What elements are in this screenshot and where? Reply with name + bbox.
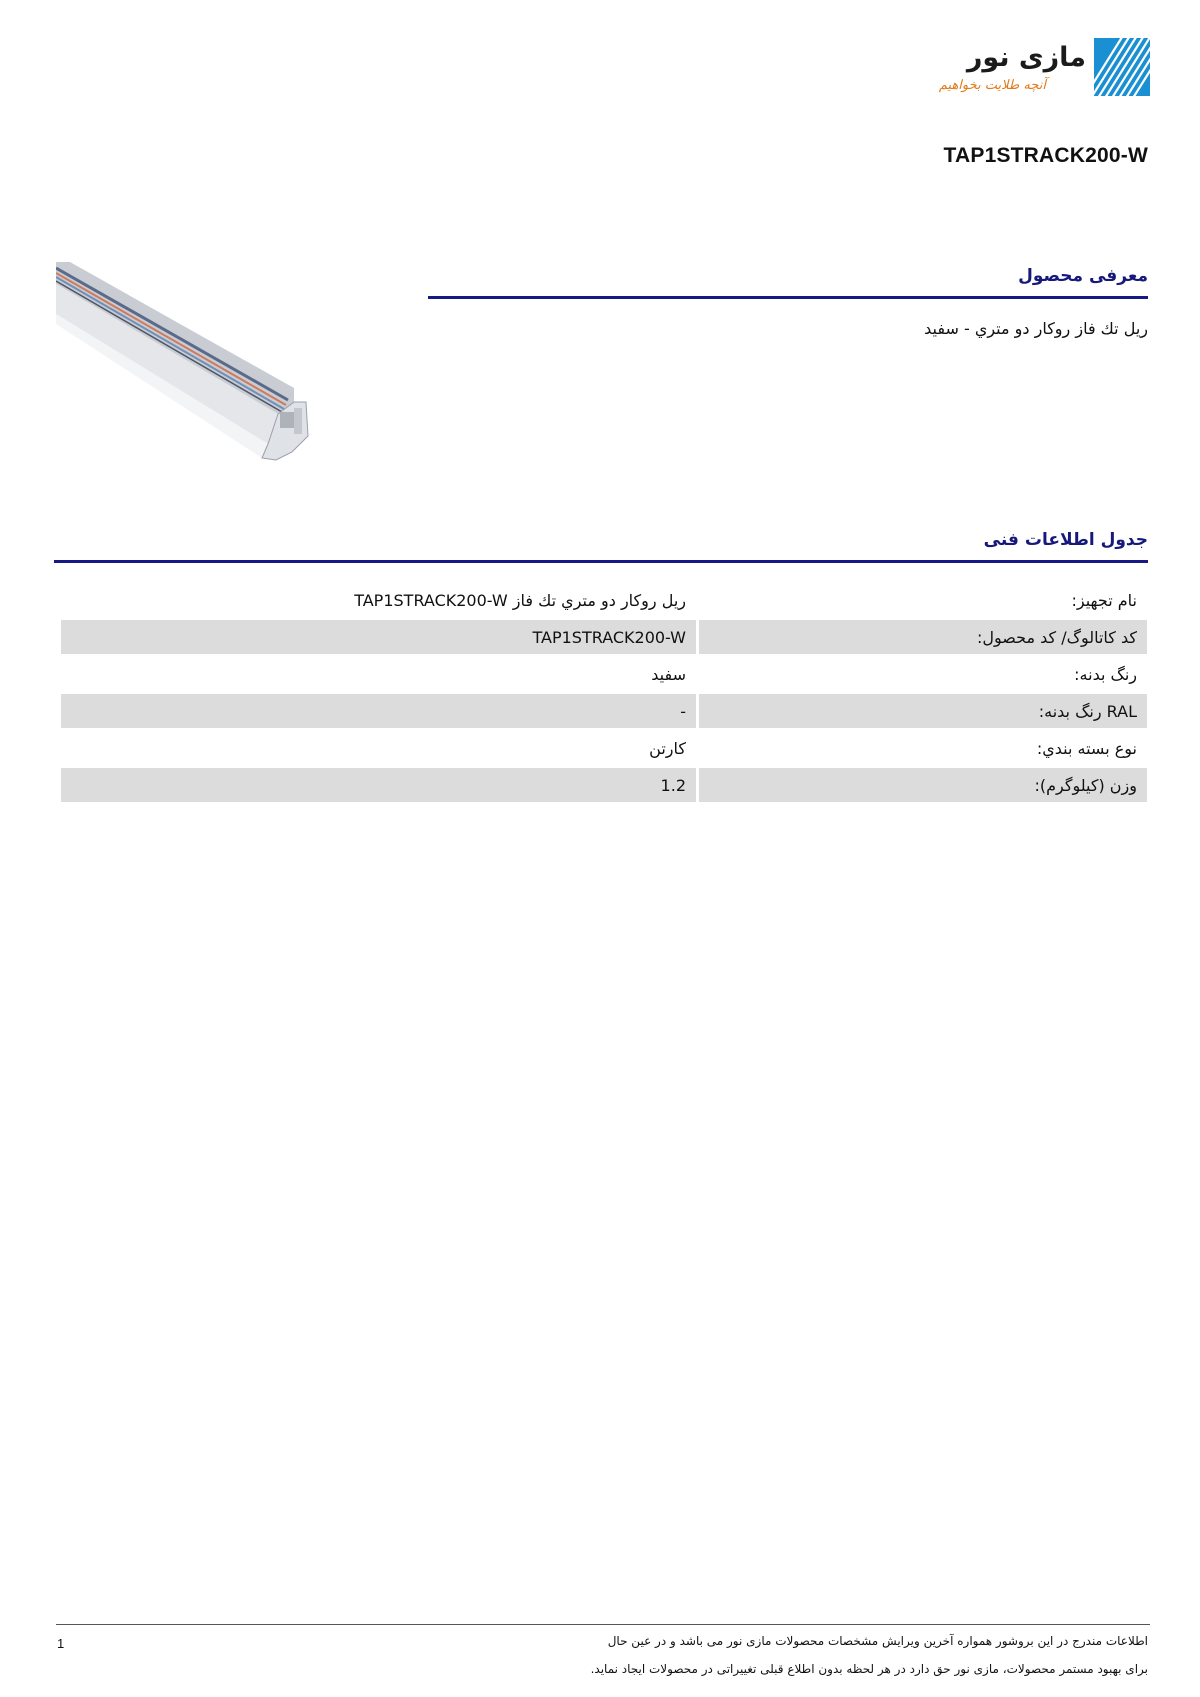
spec-label: رنگ بدنه:	[1074, 664, 1137, 684]
table-row	[61, 694, 1147, 728]
intro-section-title: معرفی محصول	[1018, 266, 1148, 286]
table-row	[61, 620, 1147, 654]
intro-divider	[428, 296, 1148, 299]
table-row	[61, 583, 1147, 617]
spec-label: نام تجهیز:	[1071, 590, 1137, 610]
table-row	[61, 731, 1147, 765]
spec-value: -	[61, 694, 696, 728]
spec-value: سفید	[651, 664, 686, 684]
specs-table	[58, 580, 1150, 805]
spec-value: ريل روكار دو متري تك فاز TAP1STRACK200-W	[354, 590, 686, 610]
specs-divider	[54, 560, 1148, 563]
brand-logo	[928, 38, 1150, 102]
table-row	[61, 657, 1147, 691]
spec-value: 1.2	[61, 768, 696, 802]
footer-disclaimer-line1: اطلاعات مندرج در این بروشور همواره آخرین ویرایش مشخصات محصولات مازی نور می باشد و در عین حال	[607, 1634, 1148, 1648]
logo-wordmark: مازی نور	[966, 42, 1086, 73]
spec-label: کد کاتالوگ/ کد محصول:	[699, 620, 1147, 654]
spec-label: RAL رنگ بدنه:	[699, 694, 1147, 728]
product-code-title: TAP1STRACK200-W	[943, 144, 1148, 167]
footer-divider	[56, 1624, 1150, 1625]
spec-label: وزن (کیلوگرم):	[699, 768, 1147, 802]
specs-section-title: جدول اطلاعات فنی	[983, 530, 1148, 550]
spec-value: TAP1STRACK200-W	[61, 620, 696, 654]
page-number: 1	[57, 1636, 65, 1651]
product-description: ريل تك فاز روكار دو متري - سفيد	[924, 319, 1148, 338]
product-rail-image	[56, 262, 326, 472]
logo-mark-icon	[1094, 38, 1150, 96]
table-row	[61, 768, 1147, 802]
footer-disclaimer-line2: برای بهبود مستمر محصولات، مازی نور حق دارد در هر لحظه بدون اطلاع قبلی تغییراتی در محصولات ایجاد نماید.	[590, 1662, 1148, 1676]
spec-value: کارتن	[649, 738, 686, 758]
spec-label: نوع بسته بندي:	[1036, 738, 1137, 758]
logo-tagline: آنچه طلایت بخواهیم	[938, 78, 1046, 93]
